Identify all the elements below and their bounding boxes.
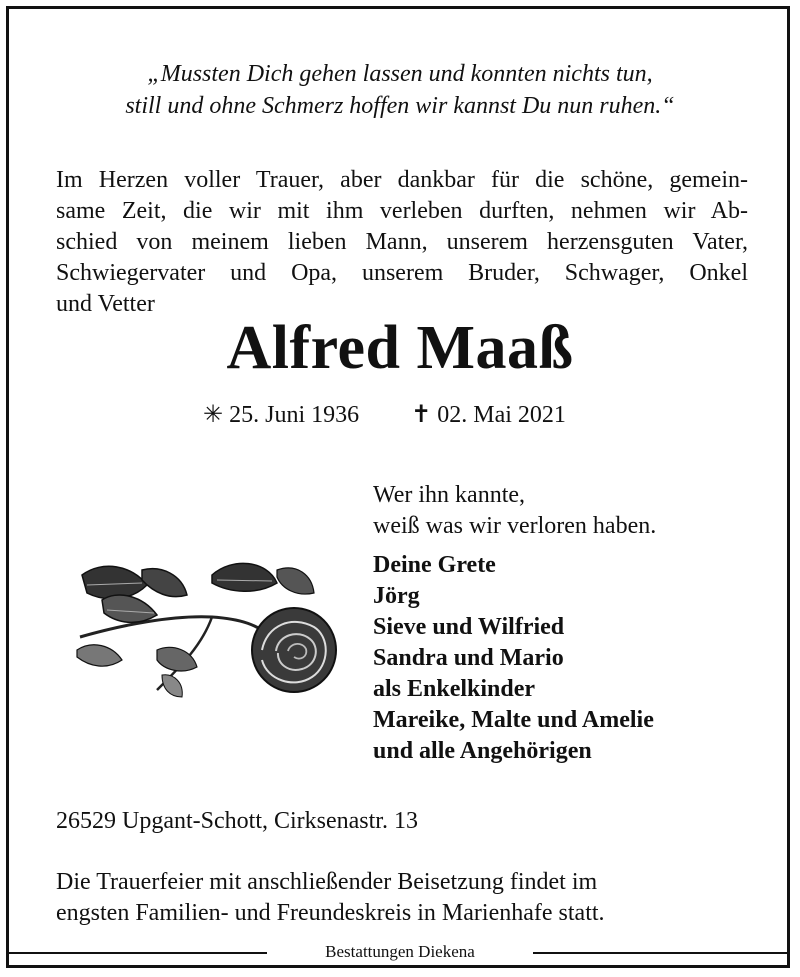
- mourner: Mareike, Malte und Amelie: [373, 707, 654, 733]
- motto-line-1: „Mussten Dich gehen lassen und konnten nichts tun,: [147, 61, 653, 87]
- mourner: Deine Grete: [373, 552, 496, 578]
- intro-text: [56, 165, 748, 320]
- mourner: Jörg: [373, 583, 420, 609]
- intro-line: und Vetter: [56, 291, 155, 317]
- mourner: als Enkelkinder: [373, 676, 536, 702]
- rose-with-leaves-icon: [62, 555, 354, 715]
- ceremony-line-2: engsten Familien- und Freundeskreis in Marienhafe statt.: [56, 900, 605, 926]
- death-cross-icon: ✝: [411, 402, 432, 428]
- verse-line-1: Wer ihn kannte,: [373, 482, 526, 508]
- intro-line: same Zeit, die wir mit ihm verleben durften, nehmen wir Ab-: [56, 198, 748, 224]
- birth-date: 25. Juni 1936: [229, 402, 360, 428]
- birth-star-icon: ✳: [203, 402, 224, 428]
- death-date: 02. Mai 2021: [437, 402, 566, 428]
- deceased-name: Alfred Maaß: [226, 314, 574, 382]
- mourners-list: [373, 550, 654, 767]
- motto-quote: [0, 58, 800, 122]
- intro-line: Im Herzen voller Trauer, aber dankbar für die schöne, gemein-: [56, 167, 748, 193]
- intro-line: schied von meinem lieben Mann, unserem herzensguten Vater,: [56, 229, 748, 255]
- address: 26529 Upgant-Schott, Cirksenastr. 13: [56, 808, 418, 834]
- mourner: Sandra und Mario: [373, 645, 564, 671]
- verse: [373, 480, 656, 542]
- mourner: und alle Angehörigen: [373, 738, 592, 764]
- mourner: Sieve und Wilfried: [373, 614, 565, 640]
- undertaker-name: Bestattungen Diekena: [311, 942, 489, 961]
- motto-line-2: still und ohne Schmerz hoffen wir kannst Du nun ruhen.“: [125, 93, 675, 119]
- verse-line-2: weiß was wir verloren haben.: [373, 513, 657, 539]
- footer: [0, 941, 800, 963]
- intro-line: Schwiegervater und Opa, unserem Bruder, Schwager, Onkel: [56, 260, 748, 286]
- ceremony-text: [56, 867, 605, 929]
- life-dates: [203, 400, 566, 430]
- ceremony-line-1: Die Trauerfeier mit anschließender Beisetzung findet im: [56, 869, 598, 895]
